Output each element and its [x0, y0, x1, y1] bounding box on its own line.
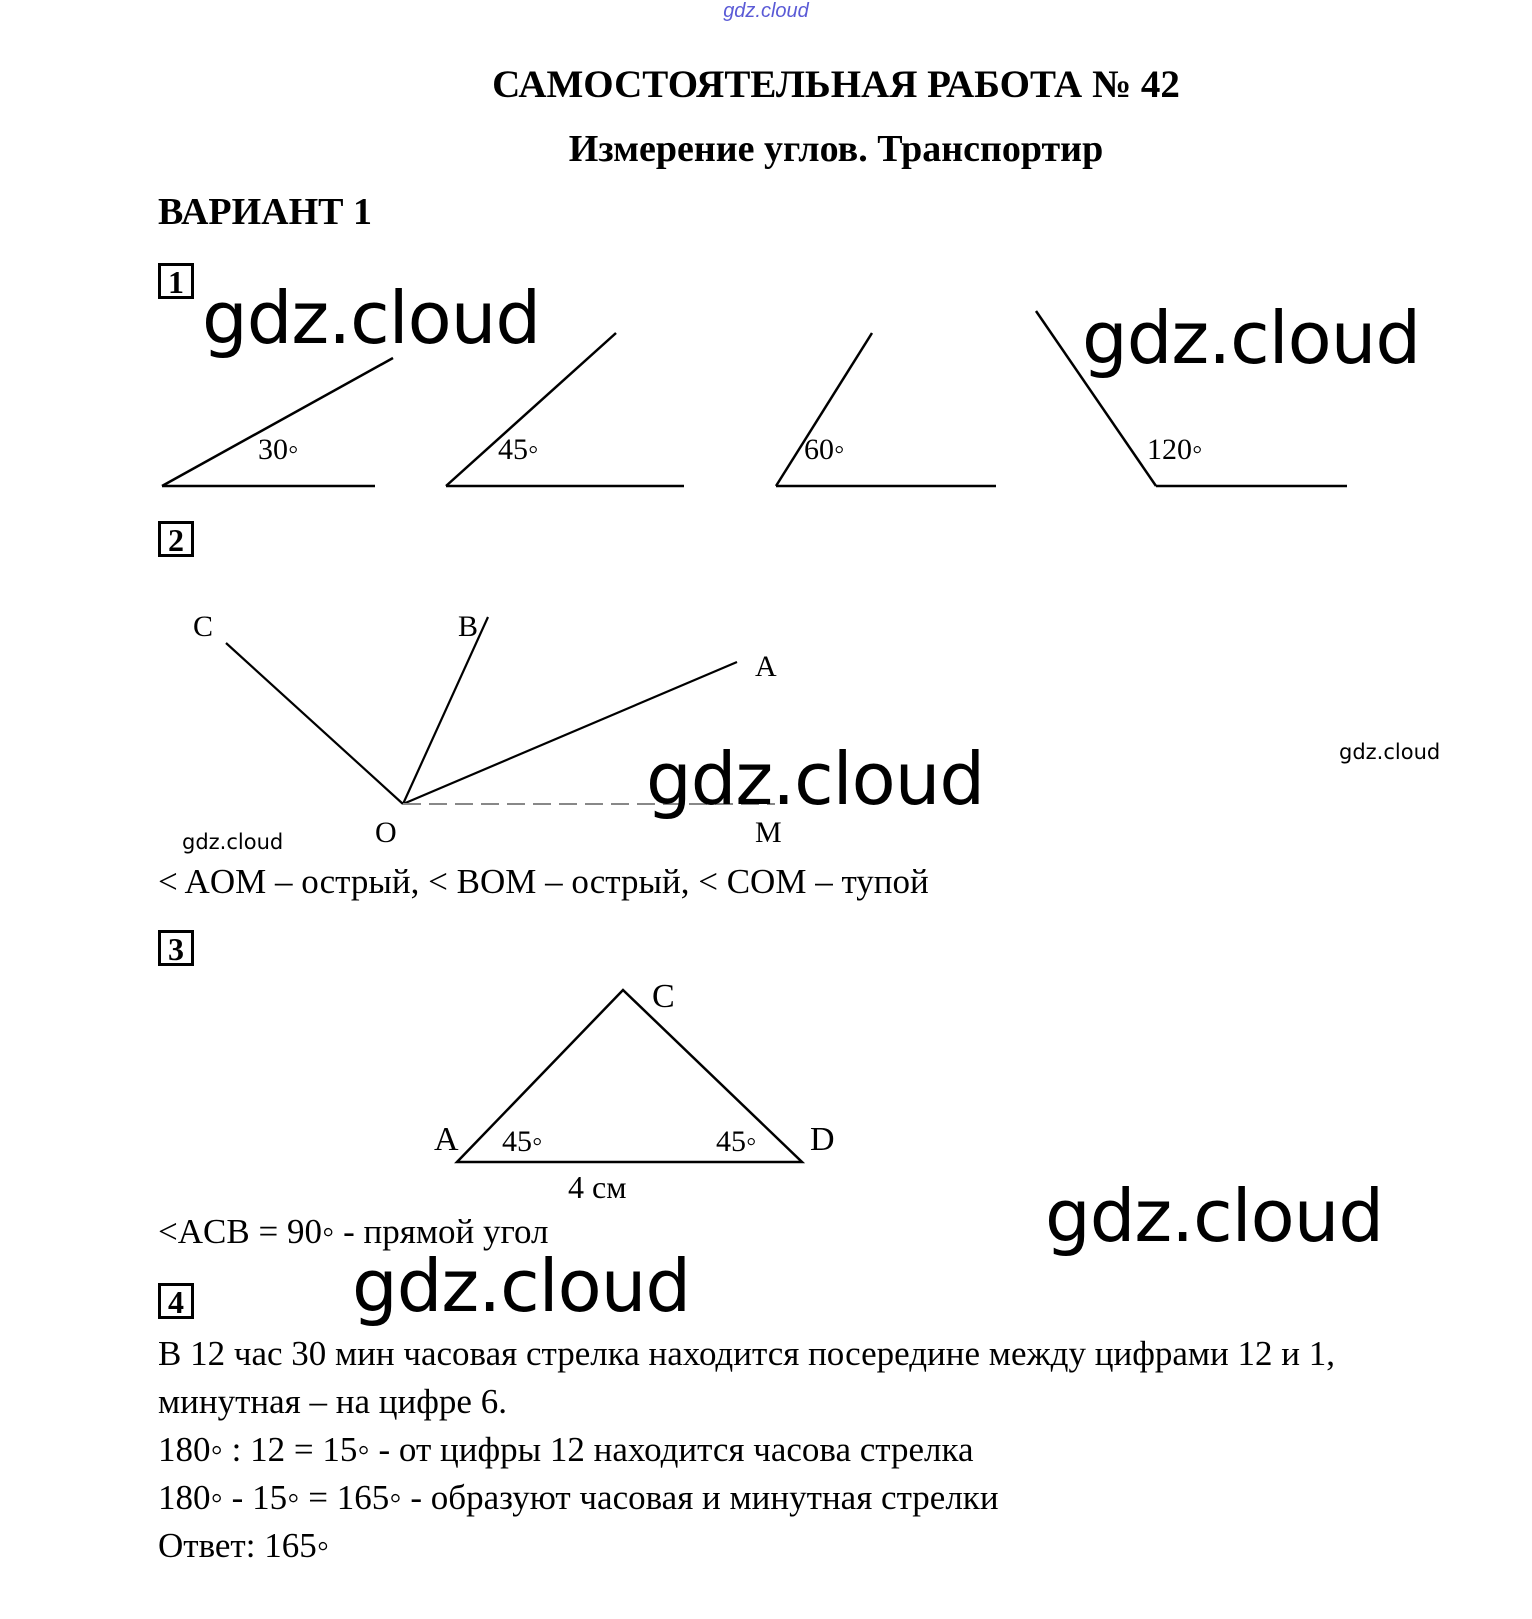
vertex-A-label: A — [434, 1121, 459, 1158]
watermark-2: gdz.cloud — [1082, 296, 1421, 380]
task4-line-5: Ответ: 165◦ — [158, 1526, 330, 1565]
angle-label-60: 60◦ — [804, 433, 845, 466]
top-watermark: gdz.cloud — [723, 0, 809, 22]
watermark-small-2: gdz.cloud — [182, 830, 284, 854]
angle-label-45: 45◦ — [498, 433, 539, 466]
watermark-5: gdz.cloud — [352, 1244, 691, 1328]
point-C-label: C — [193, 610, 214, 643]
task4-line-1: В 12 час 30 мин часовая стрелка находится посередине между цифрами 12 и 1, — [158, 1334, 1336, 1373]
task4-solution — [158, 1330, 1335, 1570]
task4-line-2: минутная – на цифре 6. — [158, 1382, 507, 1421]
task4-line-4: 180◦ - 15◦ = 165◦ - образуют часовая и минутная стрелки — [158, 1478, 999, 1517]
task1-angle-30 — [162, 358, 393, 486]
task-4-number: 4 — [158, 1283, 194, 1319]
task4-line-3: 180◦ : 12 = 15◦ - от цифры 12 находится часова стрелка — [158, 1430, 974, 1469]
vertex-D-label: D — [810, 1121, 835, 1158]
task3-triangle — [434, 978, 835, 1205]
watermark-4: gdz.cloud — [1045, 1174, 1384, 1258]
task2-answer: < AOM – острый, < BOM – острый, < COM – тупой — [158, 862, 929, 901]
vertex-C-label: C — [652, 978, 675, 1015]
point-O-label: O — [375, 816, 397, 849]
task3-answer: <ACB = 90◦ - прямой угол — [158, 1212, 549, 1251]
task-2-number: 2 — [158, 521, 194, 557]
watermark-3: gdz.cloud — [646, 737, 985, 821]
task-1-number: 1 — [158, 263, 194, 299]
angle-label-120: 120◦ — [1147, 433, 1203, 466]
variant-heading: ВАРИАНТ 1 — [158, 191, 373, 233]
task-3-number: 3 — [158, 930, 194, 966]
angle-D-label: 45◦ — [716, 1125, 757, 1158]
task1-angle-60 — [776, 333, 996, 486]
point-M-label: M — [755, 816, 782, 849]
watermark-small-1: gdz.cloud — [1339, 740, 1441, 764]
point-B-label: B — [458, 610, 479, 643]
watermark-1: gdz.cloud — [202, 276, 541, 360]
base-length-label: 4 см — [568, 1169, 627, 1205]
angle-A-label: 45◦ — [502, 1125, 543, 1158]
page-title: САМОСТОЯТЕЛЬНАЯ РАБОТА № 42 — [492, 63, 1180, 106]
point-A-label: A — [755, 650, 777, 683]
angle-label-30: 30◦ — [258, 433, 299, 466]
page-subtitle: Измерение углов. Транспортир — [568, 128, 1104, 170]
